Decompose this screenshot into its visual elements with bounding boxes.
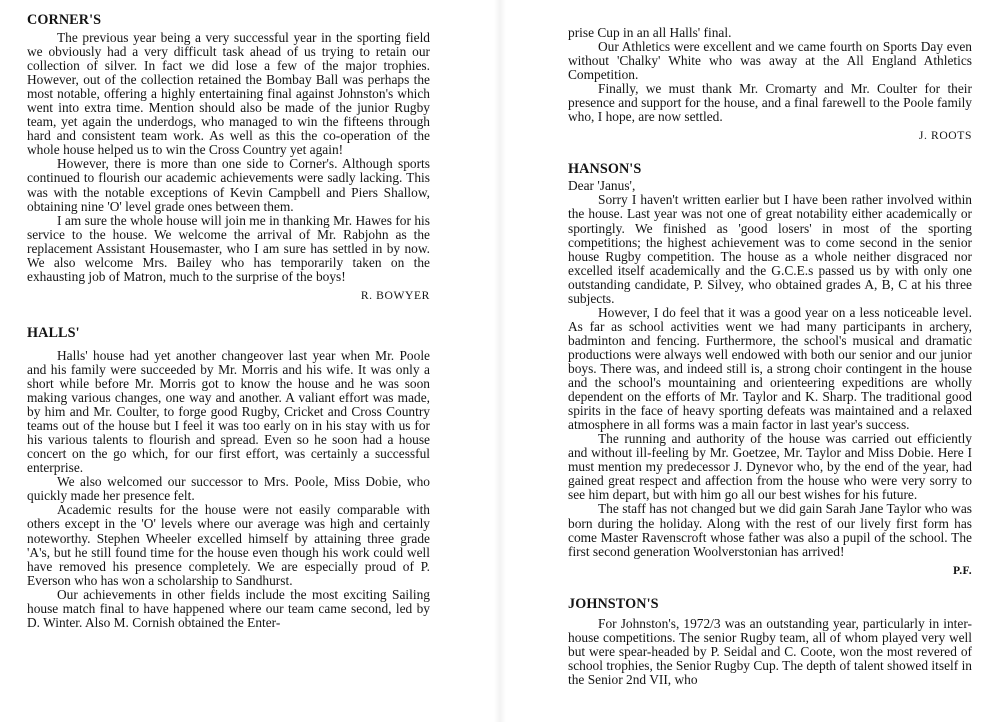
paragraph: Sorry I haven't written earlier but I have been rather involved within the house. Last year was not one of great notability either academically or sportingly. We finished as 'good losers' in most of the sporting competitions; the highest achievement was to come second in the senior house Rugby competition. The house as a whole neither disgraced nor excelled itself academically and the G.C.E.s passed us by with only one outstanding candidate, P. Silvey, who obtained grades A, B, C at his three subjects.	[568, 192, 972, 306]
section-corners	[27, 0, 430, 303]
section-heading: HALLS'	[27, 324, 80, 341]
section-hansons	[568, 143, 972, 577]
section-halls	[27, 303, 430, 630]
signature: J. ROOTS	[918, 129, 972, 143]
signature: R. BOWYER	[360, 288, 430, 302]
section-johnstons	[568, 578, 972, 687]
paragraph: For Johnston's, 1972/3 was an outstanding year, particularly in inter-house competitions. The senior Rugby team, all of whom played very well but were spear-headed by P. Seidal and C. Coote, won the most revered of school trophies, the Senior Rugby Cup. The depth of talent showed itself in the Senior 2nd VII, who	[568, 615, 972, 687]
paragraph: We also welcomed our successor to Mrs. Poole, Miss Dobie, who quickly made her presence felt.	[27, 474, 430, 504]
paragraph: Finally, we must thank Mr. Cromarty and Mr. Coulter for their presence and support for the house, and a final farewell to the Poole family who, I hope, are now settled.	[568, 81, 972, 125]
paragraph: Academic results for the house were not easily comparable with others except in the 'O' levels where our average was high and certainly noteworthy. Stephen Wheeler excelled himself by attaining three grade 'A's, but he still found time for the house even though his work could well have removed his presence completely. We are especially proud of P. Everson who has won a scholarship to Sandhurst.	[27, 502, 430, 588]
left-page	[27, 0, 430, 630]
paragraph: Our Athletics were excellent and we came fourth on Sports Day even without 'Chalky' White who was away at the All England Athletics Competition.	[568, 39, 972, 83]
section-heading: CORNER'S	[27, 12, 102, 28]
paragraph: However, I do feel that it was a good year on a less noticeable level. As far as school activities went we had many participants in archery, badminton and fencing. Furthermore, the school's musical and dramatic productions were always well endowed with both our senior and our junior boys. There was, and indeed still is, a strong choir contingent in the house and the school's mountaining and orienteering expeditions are wholly dependent on the efforts of Mr. Taylor and K. Sharp. The traditional good spirits in the face of heavy sporting defeats was maintained and a relaxed atmosphere in all forms was a main factor in last year's success.	[568, 304, 972, 433]
paragraph: The staff has not changed but we did gain Sarah Jane Taylor who was born during the holiday. Along with the rest of our lively first form has come Master Ravenscroft whose father was also a pupil of the school. The first second generation Woolverstonian has arrived!	[568, 501, 972, 559]
paragraph: The running and authority of the house was carried out efficiently and without ill-feeling by Mr. Goetzee, Mr. Taylor and Miss Dobie. Here I must mention my predecessor J. Dynevor who, by the end of the year, had gained great respect and affection from the house who were very sorry to see him depart, but with him go all our best wishes for his future.	[568, 431, 972, 503]
right-page	[568, 0, 972, 687]
paragraph: Halls' house had yet another changeover last year when Mr. Poole and his family were succeeded by Mr. Morris and his wife. It was only a short while before Mr. Morris got to know the house and he was soon making various changes, one way and another. A valiant effort was made, by him and Mr. Coulter, to forge good Rugby, Cricket and Cross Country teams out of the house but I feel it was too early on in his stay with us for his various talents to flourish and spread. Even so he soon had a house concert on the go which, for our first effort, was certainly a successful enterprise.	[27, 347, 430, 476]
section-heading: JOHNSTON'S	[568, 595, 659, 612]
paragraph: prise Cup in an all Halls' final.	[568, 25, 732, 40]
section-halls-continued	[568, 0, 972, 143]
paragraph: The previous year being a very successful year in the sporting field we obviously had a very difficult task ahead of us trying to retain our collection of silver. In fact we did lose a few of the major trophies. However, out of the collection retained the Bombay Ball was perhaps the most notable, offering a highly entertaining final against Johnston's which went into extra time. Mention should also be made of the junior Rugby team, yet again the underdogs, who managed to win the fifteens through hard and consistent team work. As well as this the co-operation of the whole house helped us to win the Cross Country yet again!	[27, 30, 430, 158]
salutation: Dear 'Janus',	[568, 178, 636, 194]
paragraph: However, there is more than one side to Corner's. Although sports continued to flourish our academic achievements were sadly lacking. This was with the notable exceptions of Kevin Campbell and Piers Shallow, obtaining nine 'O' level grade ones between them.	[27, 156, 430, 214]
paragraph: I am sure the whole house will join me in thanking Mr. Hawes for his service to the house. We welcome the arrival of Mr. Rabjohn as the replacement Assistant Housemaster, who I am sure has settled in by now. We also welcome Mrs. Bailey who has temporarily taken on the exhausting job of Matron, much to the surprise of the boys!	[27, 212, 430, 284]
section-heading: HANSON'S	[568, 161, 642, 178]
signature: P.F.	[952, 563, 972, 577]
paragraph: Our achievements in other fields include the most exciting Sailing house match final to have happened where our team came second, led by D. Winter. Also M. Cornish obtained the Enter-	[27, 586, 430, 630]
page-gutter	[494, 0, 506, 722]
